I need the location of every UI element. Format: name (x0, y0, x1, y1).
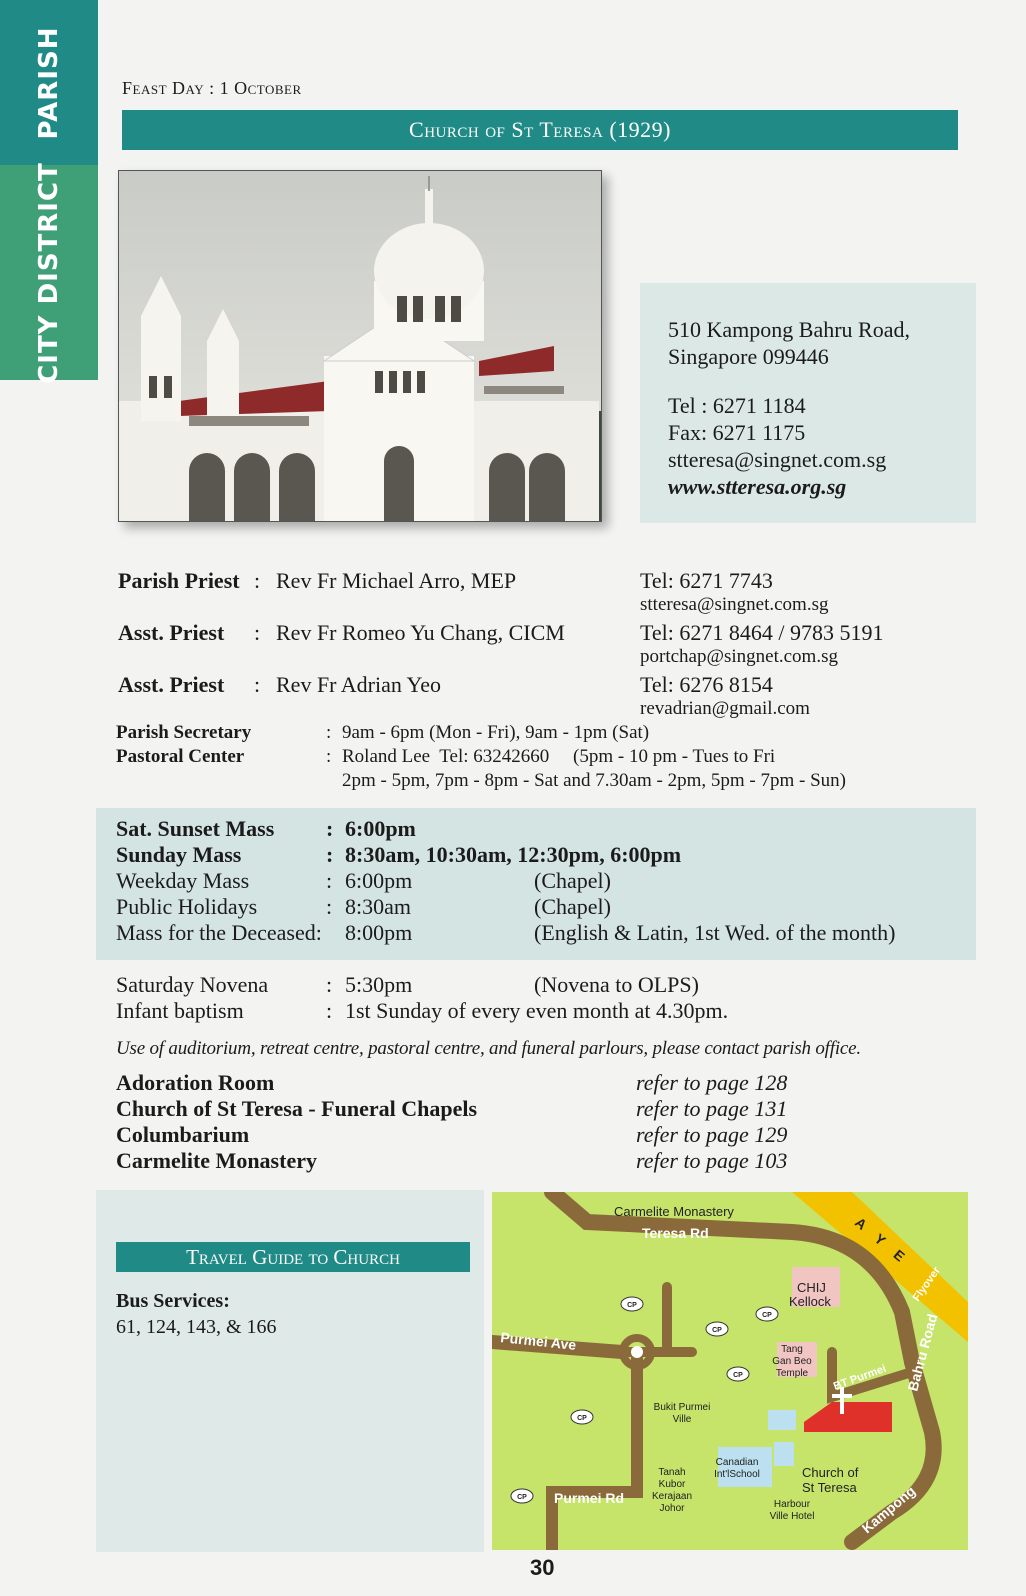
church-illustration (119, 171, 601, 521)
map-label-teresa-rd: Teresa Rd (642, 1225, 709, 1241)
reference-page: refer to page 128 (636, 1070, 788, 1095)
map-label-chij: CHIJ (797, 1280, 826, 1295)
cp-label: CP (733, 1372, 743, 1379)
map-label-church2: St Teresa (802, 1480, 857, 1495)
church-email[interactable]: stteresa@singnet.com.sg (668, 447, 887, 472)
map-label-harbour2: Ville Hotel (769, 1511, 815, 1522)
map-label-tanah1: Tanah (658, 1467, 686, 1478)
map-label-harbour1: Harbour (773, 1499, 811, 1510)
mass-label: Sunday Mass (116, 842, 242, 867)
mass-time: 8:30am (345, 894, 411, 919)
colon-separator: : (254, 672, 261, 697)
map-label-tanah2: Kubor (658, 1479, 686, 1490)
map-label-purmei-rd: Purmei Rd (554, 1490, 625, 1506)
priest-email[interactable]: revadrian@gmail.com (640, 698, 810, 719)
priest-tel: Tel: 6271 8464 / 9783 5191 (640, 620, 884, 645)
church-marker (804, 1402, 892, 1432)
colon-separator: : (254, 620, 261, 645)
map-label-canadian2: Int'lSchool (714, 1469, 760, 1480)
address-line2: Singapore 099446 (668, 344, 829, 369)
mass-note: (English & Latin, 1st Wed. of the month) (534, 920, 896, 945)
priest-email[interactable]: stteresa@singnet.com.sg (640, 594, 829, 615)
cp-label: CP (517, 1494, 527, 1501)
bus-label: Bus Services: (116, 1290, 230, 1312)
colon-separator: : (326, 842, 334, 867)
baptism-label: Infant baptism (116, 998, 244, 1023)
church-title: Church of St Teresa (1929) (122, 110, 958, 150)
priest-tel: Tel: 6271 7743 (640, 568, 773, 593)
colon-separator: : (326, 722, 332, 743)
roundabout-centre (631, 1346, 643, 1358)
map-building (774, 1442, 794, 1466)
priest-tel: Tel: 6276 8154 (640, 672, 773, 697)
mass-time: 8:00pm (345, 920, 413, 945)
mass-label: Sat. Sunset Mass (116, 816, 275, 841)
map-label-tang3: Temple (775, 1368, 809, 1379)
map-label-bahru-road: Bahru Road (904, 1311, 941, 1393)
side-tab-city-district-label: CITY DISTRICT (34, 161, 64, 384)
map-label-kampong: Kampong (858, 1482, 919, 1537)
map-label-canadian1: Canadian (715, 1457, 759, 1468)
facilities-note: Use of auditorium, retreat centre, pastoral centre, and funeral parlours, please contact parish office. (116, 1038, 861, 1059)
priest-name: Rev Fr Adrian Yeo (276, 672, 442, 697)
novena-note: (Novena to OLPS) (534, 972, 699, 997)
reference-label: Church of St Teresa - Funeral Chapels (116, 1096, 478, 1121)
map-label-carmelite: Carmelite Monastery (614, 1204, 734, 1219)
colon-separator: : (326, 972, 333, 997)
map-label-purmei-ave: Purmei Ave (499, 1329, 577, 1353)
baptism-time: 1st Sunday of every even month at 4.30pm. (345, 998, 729, 1023)
address-line1: 510 Kampong Bahru Road, (668, 317, 910, 342)
pastoral-label: Pastoral Center (116, 746, 245, 767)
page-number: 30 (530, 1555, 555, 1580)
cp-label: CP (712, 1327, 722, 1334)
reference-label: Adoration Room (116, 1070, 275, 1095)
novena-time: 5:30pm (345, 972, 413, 997)
side-tab-city-district (0, 161, 98, 384)
novena-label: Saturday Novena (116, 972, 269, 997)
travel-title: Travel Guide to Church (116, 1242, 470, 1272)
priest-name: Rev Fr Romeo Yu Chang, CICM (276, 620, 565, 645)
reference-label: Carmelite Monastery (116, 1148, 317, 1173)
pastoral-line2: 2pm - 5pm, 7pm - 8pm - Sat and 7.30am - 2pm, 5pm - 7pm - Sun) (342, 770, 846, 791)
mass-time: 6:00pm (345, 868, 413, 893)
side-tab-parish-label: PARISH (34, 26, 64, 139)
map-building (768, 1410, 796, 1430)
colon-separator: : (326, 746, 332, 767)
bus-routes: 61, 124, 143, & 166 (116, 1316, 277, 1338)
priest-role: Asst. Priest (118, 672, 225, 697)
map-label-tanah3: Kerajaan (651, 1491, 693, 1502)
cp-label: CP (762, 1312, 772, 1319)
mass-label: Mass for the Deceased: (116, 920, 322, 945)
map-label-church1: Church of (802, 1465, 859, 1480)
map-graphic (492, 1192, 968, 1550)
colon-separator: : (254, 568, 261, 593)
priest-email[interactable]: portchap@singnet.com.sg (640, 646, 838, 667)
map-label-bukit1: Bukit Purmei (653, 1402, 711, 1413)
colon-separator: : (326, 868, 333, 893)
priest-name: Rev Fr Michael Arro, MEP (276, 568, 517, 593)
mass-label: Public Holidays (116, 894, 258, 919)
map-label-bukit2: Ville (672, 1414, 692, 1425)
feast-day: Feast Day : 1 October (122, 78, 302, 98)
priest-role: Asst. Priest (118, 620, 225, 645)
side-tab-parish (0, 0, 98, 165)
map-label-tanah4: Johor (659, 1503, 685, 1514)
map-label-tang1: Tang (781, 1344, 803, 1355)
mass-label: Weekday Mass (116, 868, 250, 893)
map-label-tang2: Gan Beo (772, 1356, 812, 1367)
map-label-kellock: Kellock (789, 1294, 831, 1309)
reference-page: refer to page 103 (636, 1148, 788, 1173)
cp-label: CP (627, 1302, 637, 1309)
reference-label: Columbarium (116, 1122, 250, 1147)
colon-separator: : (326, 998, 333, 1023)
reference-page: refer to page 129 (636, 1122, 788, 1147)
pastoral-line1: Roland Lee Tel: 63242660 (5pm - 10 pm - Tues to Fri (342, 746, 776, 767)
priest-role: Parish Priest (118, 568, 240, 593)
map-label-bt-purmei: BT Purmei (831, 1362, 888, 1393)
map-label-aye: A Y E (852, 1214, 913, 1269)
cp-label: CP (577, 1415, 587, 1422)
church-tel: Tel : 6271 1184 (668, 393, 806, 418)
mass-note: (Chapel) (534, 868, 611, 893)
location-map (492, 1192, 968, 1550)
church-fax: Fax: 6271 1175 (668, 420, 806, 445)
mass-note: (Chapel) (534, 894, 611, 919)
colon-separator: : (326, 816, 334, 841)
map-label-flyover: Flyover (910, 1264, 943, 1304)
secretary-label: Parish Secretary (116, 722, 252, 743)
reference-page: refer to page 131 (636, 1096, 788, 1121)
secretary-hours: 9am - 6pm (Mon - Fri), 9am - 1pm (Sat) (342, 722, 650, 743)
church-website[interactable]: www.stteresa.org.sg (668, 474, 847, 499)
mass-time: 6:00pm (345, 816, 416, 841)
colon-separator: : (326, 894, 333, 919)
contact-info (668, 316, 910, 500)
mass-time: 8:30am, 10:30am, 12:30pm, 6:00pm (345, 842, 682, 867)
church-photo (118, 170, 602, 522)
